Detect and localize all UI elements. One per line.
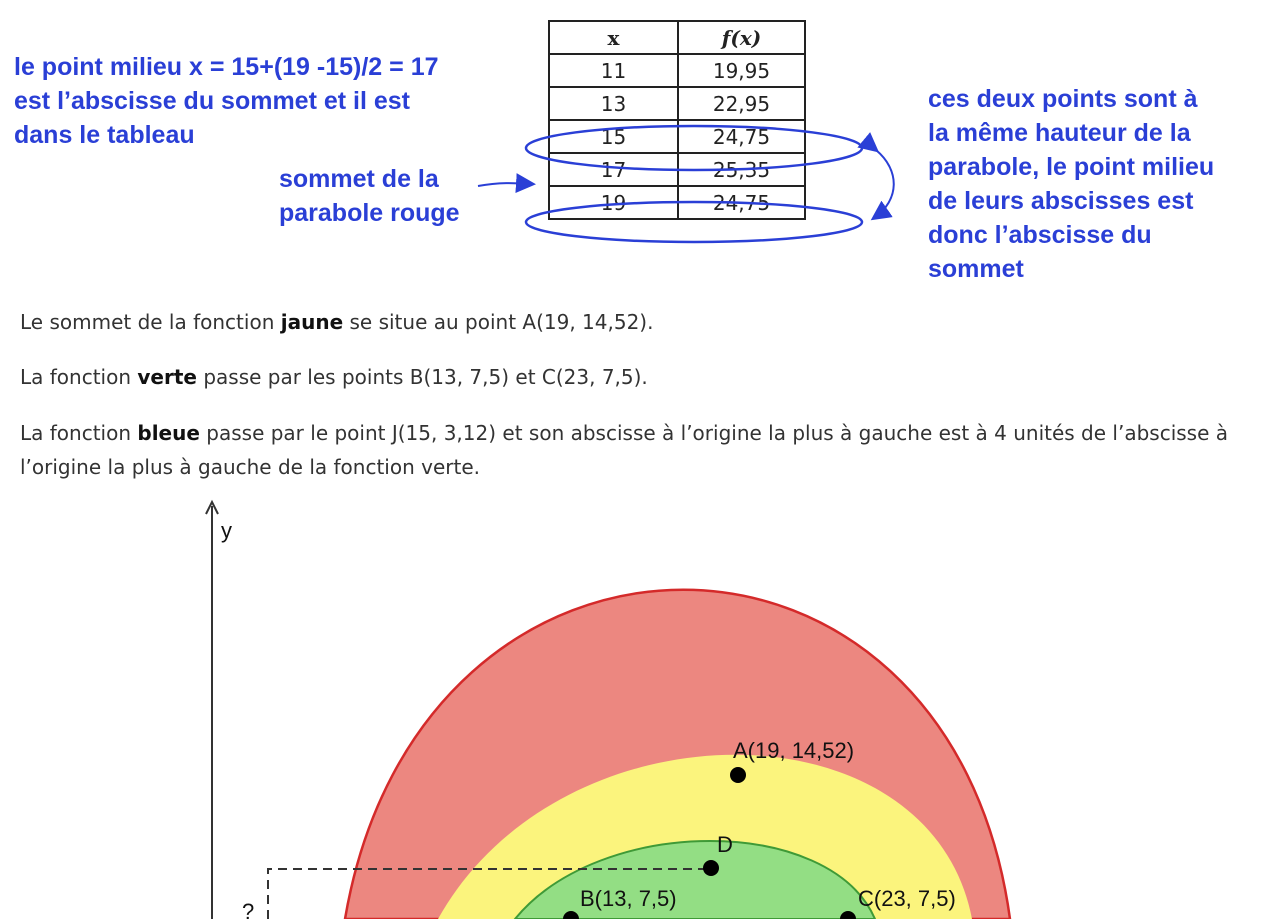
text: passe par le point J(15, 3,12) et son abscisse à l’origine la plus à gauche est à 4 unités de l’abscisse à l’origine la plus à gauche de la fonction verte. xyxy=(20,421,1229,479)
cell-fx: 22,95 xyxy=(678,87,805,120)
arrow-between-rows xyxy=(874,150,894,218)
unknown-label: ? xyxy=(242,899,255,919)
text: La fonction xyxy=(20,365,138,389)
header-x: x xyxy=(549,21,678,54)
bold-word: bleue xyxy=(137,421,200,445)
highlight-ellipse-row-15 xyxy=(526,126,862,170)
cell-x: 13 xyxy=(549,87,678,120)
cell-x: 15 xyxy=(549,120,678,153)
point-D-label: D xyxy=(717,832,733,857)
cell-fx: 24,75 xyxy=(678,120,805,153)
bold-word: verte xyxy=(137,365,197,389)
annotation-midpoint: le point milieu x = 15+(19 -15)/2 = 17 est l’abscisse du sommet et il est dans le tableau xyxy=(14,53,439,149)
arrow-to-vertex-row xyxy=(478,183,532,186)
text: Le sommet de la fonction xyxy=(20,310,281,334)
text: La fonction xyxy=(20,421,138,445)
annotation-same-height: ces deux points sont à la même hauteur de la parabole, le point milieu de leurs abscisses est donc l’abscisse du sommet xyxy=(928,85,1215,283)
annotation-vertex-red: sommet de la parabole rouge xyxy=(279,165,460,227)
cell-x: 11 xyxy=(549,54,678,87)
point-D xyxy=(703,860,719,876)
bold-word: jaune xyxy=(280,310,344,334)
point-A-label: A(19, 14,52) xyxy=(733,738,855,763)
text: se situe au point A(19, 14,52). xyxy=(343,310,654,334)
text: passe par les points B(13, 7,5) et C(23, 7,5). xyxy=(196,365,648,389)
cell-fx: 19,95 xyxy=(678,54,805,87)
cell-fx: 24,75 xyxy=(678,186,805,219)
header-fx: f(x) xyxy=(678,21,805,54)
cell-fx: 25,35 xyxy=(678,153,805,186)
cell-x: 19 xyxy=(549,186,678,219)
highlight-ellipse-row-19 xyxy=(526,202,862,242)
cell-x: 17 xyxy=(549,153,678,186)
point-C-label: C(23, 7,5) xyxy=(858,886,956,911)
point-B-label: B(13, 7,5) xyxy=(580,886,677,911)
point-A xyxy=(730,767,746,783)
y-axis-label: y xyxy=(221,518,232,543)
